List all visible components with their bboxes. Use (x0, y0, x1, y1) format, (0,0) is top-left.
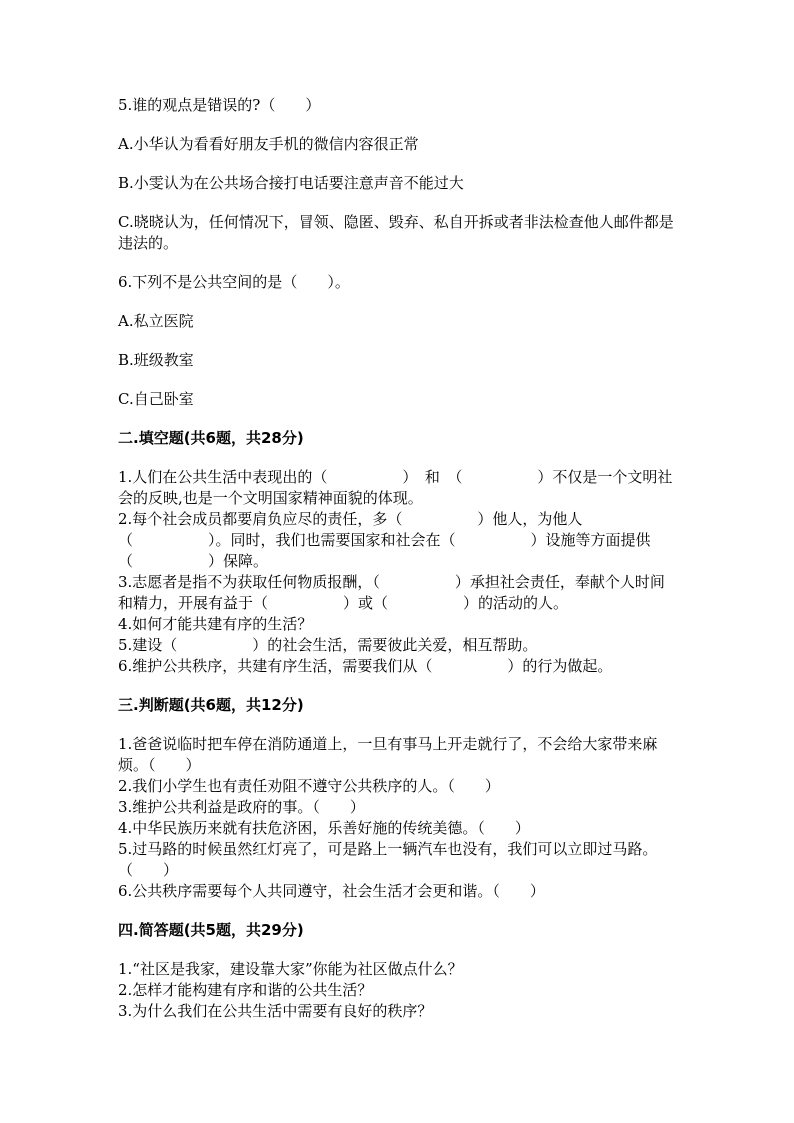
question-6-stem: 6.下列不是公共空间的是（ ）。 (118, 273, 350, 291)
fill-item-5: 5.建设（ ）的社会生活，需要彼此关爱，相互帮助。 (118, 636, 538, 654)
short-answer-item-3: 3.为什么我们在公共生活中需要有良好的秩序？ (118, 1002, 433, 1020)
short-answer-item-2: 2.怎样才能构建有序和谐的公共生活？ (118, 981, 373, 999)
short-answer-item-1: 1.“社区是我家，建设靠大家”你能为社区做点什么？ (118, 960, 463, 978)
fill-item-4: 4.如何才能共建有序的生活？ (118, 615, 313, 633)
question-6-option-a: A.私立医院 (118, 312, 194, 330)
judge-item-4: 4.中华民族历来就有扶危济困，乐善好施的传统美德。（ ） (118, 819, 530, 837)
judge-item-5: 5.过马路的时候虽然红灯亮了，可是路上一辆汽车也没有，我们可以立即过马路。（ ） (118, 840, 658, 879)
judge-item-1: 1.爸爸说临时把车停在消防通道上，一旦有事马上开走就行了，不会给大家带来麻烦。（ ） (118, 735, 658, 774)
question-5-option-c: C.晓晓认为，任何情况下，冒领、隐匿、毁弃、私自开拆或者非法检查他人邮件都是违法的。 (118, 213, 674, 252)
section-3-title: 三.判断题(共6题，共12分) (118, 696, 304, 714)
fill-item-1: 1.人们在公共生活中表现出的（ ） 和 （ ）不仅是一个文明社会的反映,也是一个文明国家精神面貌的体现。 (118, 468, 673, 507)
section-2-items (118, 467, 678, 677)
judge-item-2: 2.我们小学生也有责任劝阻不遵守公共秩序的人。（ ） (118, 777, 500, 795)
question-6-option-c: C.自己卧室 (118, 390, 194, 408)
judge-item-3: 3.维护公共利益是政府的事。（ ） (118, 798, 365, 816)
section-2-title: 二.填空题(共6题，共28分) (118, 429, 304, 447)
section-4-items (118, 959, 678, 1022)
fill-item-2: 2.每个社会成员都要肩负应尽的责任，多（ ）他人，为他人（ ）。同时，我们也需要国家和社会在（ ）设施等方面提供（ ）保障。 (118, 510, 651, 570)
question-6-option-b: B.班级教室 (118, 351, 194, 369)
fill-item-6: 6.维护公共秩序，共建有序生活，需要我们从（ ）的行为做起。 (118, 657, 613, 675)
section-3-items (118, 734, 678, 902)
exam-page (118, 95, 678, 1022)
judge-item-6: 6.公共秩序需要每个人共同遵守，社会生活才会更和谐。（ ） (118, 882, 545, 900)
fill-item-3: 3.志愿者是指不为获取任何物质报酬，（ ）承担社会责任，奉献个人时间和精力，开展有益于（ ）或（ ）的活动的人。 (118, 573, 665, 612)
question-5-option-b: B.小雯认为在公共场合接打电话要注意声音不能过大 (118, 174, 464, 192)
question-5-stem: 5.谁的观点是错误的?（ ） (118, 96, 321, 114)
question-5-option-a: A.小华认为看看好朋友手机的微信内容很正常 (118, 135, 419, 153)
section-4-title: 四.简答题(共5题，共29分) (118, 921, 304, 939)
